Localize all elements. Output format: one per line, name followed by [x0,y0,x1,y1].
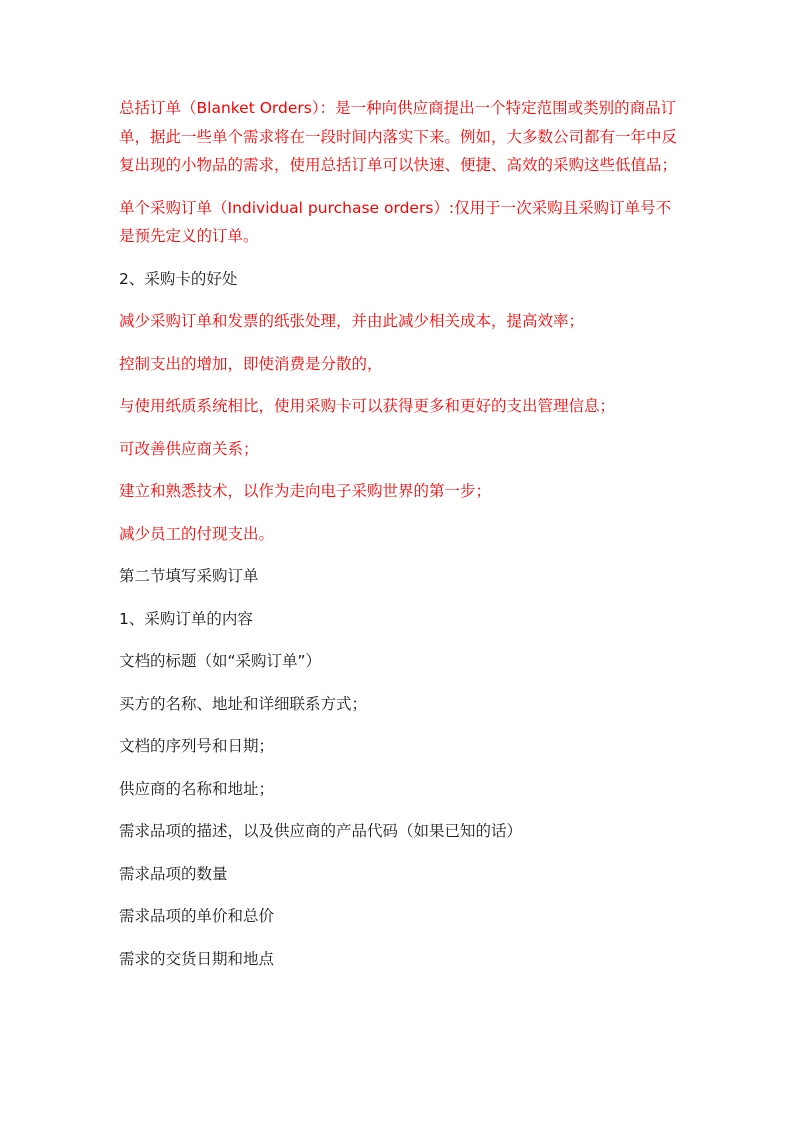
heading-purchase-order-contents: 1、采购订单的内容 [119,609,253,628]
paragraph-benefit-3: 与使用纸质系统相比，使用采购卡可以获得更多和更好的支出管理信息； [119,397,616,415]
list-item-delivery-date-place: 需求的交货日期和地点 [119,949,275,968]
paragraph-blanket-orders: 总括订单（Blanket Orders）：是一种向供应商提出一个特定范围或类别的商品订单，据此一些单个需求将在一段时间内落实下来。例如，大多数公司都有一年中反复出现的小物品的需求，使用总括订单可以快速、便捷、高效的采购这些低值品； [119,99,678,174]
section-title-fill-purchase-order: 第二节填写采购订单 [119,567,259,585]
list-item-buyer-details: 买方的名称、地址和详细联系方式； [119,694,368,713]
list-item-quantity: 需求品项的数量 [119,864,228,883]
document-body [119,94,679,987]
paragraph-benefit-5: 建立和熟悉技术，以作为走向电子采购世界的第一步； [119,482,492,500]
list-item-supplier-details: 供应商的名称和地址； [119,779,275,798]
paragraph-individual-purchase-orders: 单个采购订单（Individual purchase orders）:仅用于一次采购且采购订单号不是预先定义的订单。 [119,198,672,245]
list-item-item-description: 需求品项的描述，以及供应商的产品代码（如果已知的话） [119,822,523,840]
heading-purchase-card-benefits: 2、采购卡的好处 [119,269,238,288]
paragraph-benefit-4: 可改善供应商关系； [119,439,259,458]
list-item-serial-date: 文档的序列号和日期； [119,737,275,755]
list-item-document-title: 文档的标题（如“采购订单”） [119,652,322,670]
paragraph-benefit-1: 减少采购订单和发票的纸张处理，并由此减少相关成本，提高效率； [119,312,585,330]
paragraph-benefit-6: 减少员工的付现支出。 [119,524,275,543]
list-item-unit-total-price: 需求品项的单价和总价 [119,907,275,925]
paragraph-benefit-2: 控制支出的增加，即使消费是分散的， [119,354,383,373]
